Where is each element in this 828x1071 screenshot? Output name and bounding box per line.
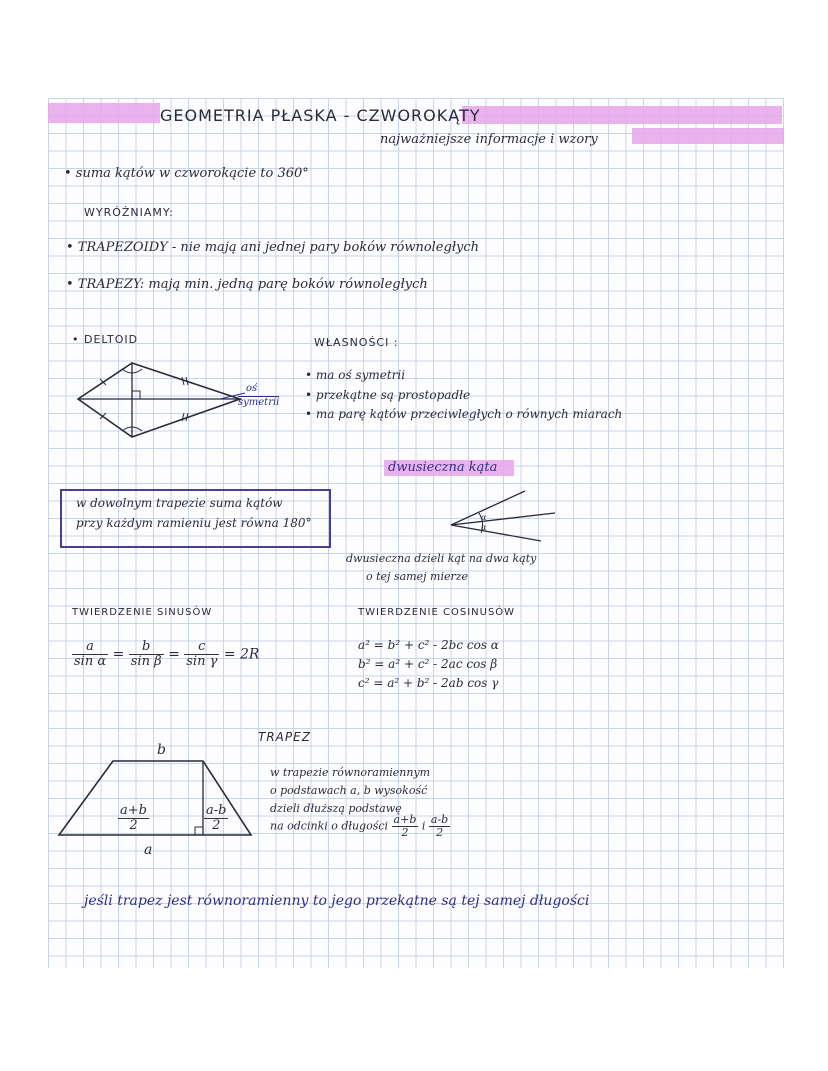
cosine-line-1: a² = b² + c² - 2bc cos α xyxy=(358,638,499,652)
trapez-fraction-diff: $\frac{a-b}{2}$ xyxy=(430,813,449,839)
distinguish-heading: WYRÓŻNIAMY: xyxy=(84,206,174,219)
properties-heading: WŁASNOŚCI : xyxy=(314,336,399,349)
bisector-ray-bottom xyxy=(451,525,541,541)
sine-fraction-c: $\frac{c}{\text{sin γ}}$ xyxy=(186,639,218,669)
bisector-diagram xyxy=(445,485,560,545)
bisector-alpha-1: α xyxy=(481,513,487,522)
sine-equals-2r: = 2R xyxy=(223,646,260,663)
bisector-note-line1: dwusieczna dzieli kąt na dwa kąty xyxy=(346,552,537,565)
bisector-heading: dwusieczna kąta xyxy=(388,460,498,475)
trapez-desc-line3: dzieli dłuższą podstawę xyxy=(270,802,402,815)
trapezoid-note-line1: w dowolnym trapezie suma kątów xyxy=(76,496,283,510)
footer-note: jeśli trapez jest równoramienny to jego przekątne są tej samej długości xyxy=(84,893,590,909)
trapez-fraction-sum: $\frac{a+b}{2}$ xyxy=(393,813,417,839)
bisector-note-line2: o tej samej mierze xyxy=(366,570,469,583)
trapez-desc-line2: o podstawach a, b wysokość xyxy=(270,784,428,797)
trapez-seg2: $\frac{a-b}{2}$ xyxy=(206,803,227,833)
cosine-line-3: c² = a² + b² - 2ab cos γ xyxy=(358,676,499,690)
cosine-theorem-heading: TWIERDZENIE COSINUSÓW xyxy=(358,607,516,618)
trapez-seg1: $\frac{a+b}{2}$ xyxy=(120,803,147,833)
trapezoid-note-line2: przy każdym ramieniu jest równa 180° xyxy=(76,516,312,530)
title-highlight-right xyxy=(462,106,782,124)
trapez-heading: TRAPEZ xyxy=(258,730,311,744)
axis-label-line2: symetrii xyxy=(238,397,280,408)
trapez-desc-line1: w trapezie równoramiennym xyxy=(270,766,431,779)
bisector-alpha-2: α xyxy=(481,523,487,532)
sine-fraction-a: $\frac{a}{\text{sin α}}$ xyxy=(74,639,107,669)
property-1: • ma oś symetrii xyxy=(305,368,406,382)
trapezoids-text: • TRAPEZOIDY - nie mają ani jednej pary boków równoległych xyxy=(66,240,480,255)
trapez-right-angle-mark xyxy=(195,827,203,835)
bisector-ray-top xyxy=(451,491,525,525)
trapez-top-label: b xyxy=(157,742,166,758)
deltoid-right-angle-mark xyxy=(132,391,140,399)
page-title: GEOMETRIA PŁASKA - CZWOROKĄTY xyxy=(160,106,481,125)
axis-label-line1: oś xyxy=(246,383,258,394)
subtitle-highlight xyxy=(632,128,784,144)
property-2: • przekątne są prostopadłe xyxy=(305,388,471,402)
deltoid-heading: • DELTOID xyxy=(72,333,139,346)
page-subtitle: najważniejsze informacje i wzory xyxy=(380,132,598,147)
sine-theorem-heading: TWIERDZENIE SINUSÓW xyxy=(72,607,213,618)
angles-sum-text: • suma kątów w czworokącie to 360° xyxy=(64,166,309,181)
title-highlight-left xyxy=(48,103,160,123)
sine-fraction-b: $\frac{b}{\text{sin β}}$ xyxy=(130,639,162,669)
sine-theorem-formula: $\frac{a}{\text{sin α}}$ = $\frac{b}{\text{sin β}}$ = $\frac{c}{\text{sin γ}}$ = 2R xyxy=(74,639,260,669)
trapez-bottom-label: a xyxy=(144,842,153,858)
cosine-line-2: b² = a² + c² - 2ac cos β xyxy=(358,657,498,671)
property-3: • ma parę kątów przeciwległych o równych miarach xyxy=(305,407,623,421)
bisector-ray-middle xyxy=(451,513,555,525)
deltoid-shape xyxy=(78,363,240,437)
trapezy-text: • TRAPEZY: mają min. jedną parę boków równoległych xyxy=(66,277,428,292)
trapez-desc-line4: na odcinki o długości $\frac{a+b}{2}$ i $\frac{a-b}{2}$ xyxy=(270,813,449,839)
